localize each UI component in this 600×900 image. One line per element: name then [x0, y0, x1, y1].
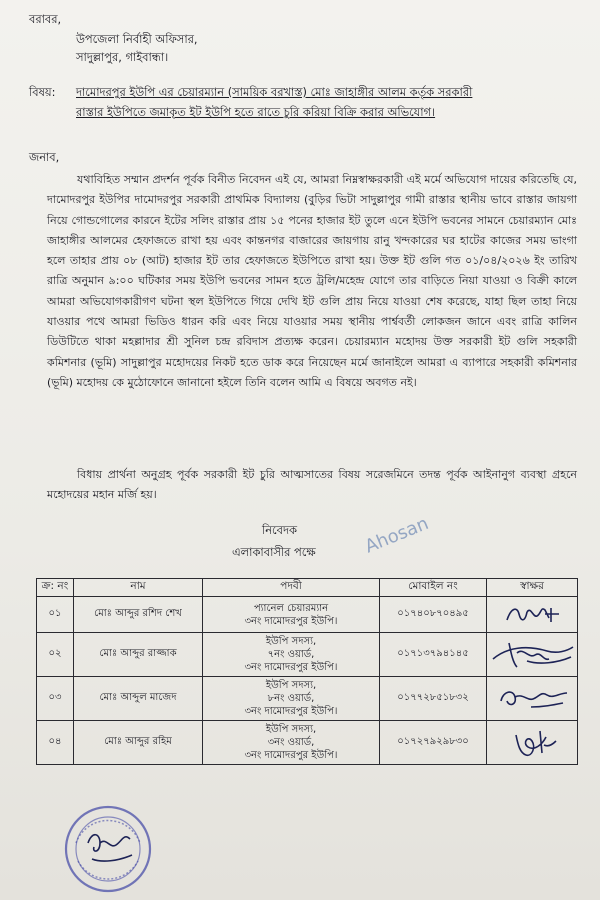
signature-4 — [487, 721, 578, 765]
row-mobile: ০১৭৪০৮৭০৪৯৫ — [380, 597, 487, 633]
recipient-title: উপজেলা নির্বাহী অফিসার, — [76, 32, 198, 46]
header-serial: ক্র: নং — [37, 579, 74, 597]
row-designation — [203, 597, 380, 633]
designation-line: ৩নং দামোদরপুর ইউপি। — [244, 615, 338, 627]
row-serial: ০৩ — [37, 677, 74, 721]
body-paragraph-1 — [47, 170, 577, 393]
header-name: নাম — [74, 579, 203, 597]
row-name: মোঃ আব্দুর রশিদ শেখ — [74, 597, 203, 633]
body-paragraph-2-text: বিধায় প্রার্থনা অনুগ্রহ পূর্বক সরকারী ইট চুরি আত্মসাতের বিষয় সরেজমিনে তদন্ত পূর্বক আইনানুগ ব্যবস্থা গ্রহনে মহোদয়ের মহান মর্জি হয়। — [47, 468, 577, 502]
designation-line: ৭নং ওয়ার্ড, — [267, 649, 315, 660]
signature-icon — [497, 600, 567, 630]
designation-line: ইউপি সদস্য, — [265, 680, 317, 691]
designation-line: ইউপি সদস্য, — [265, 636, 317, 647]
row-serial: ০১ — [37, 597, 74, 633]
signatories-table — [36, 578, 578, 765]
table-row — [37, 721, 578, 765]
row-mobile: ০১৭৭২৮৫১৮৩২ — [380, 677, 487, 721]
header-designation: পদবী — [203, 579, 380, 597]
signature-icon — [487, 681, 577, 717]
row-name: মোঃ আব্দুল মাজেদ — [74, 677, 203, 721]
designation-line: ইউপি সদস্য, — [265, 724, 317, 735]
subject-line-1: দামোদরপুর ইউপি এর চেয়ারম্যান (সাময়িক বরখাস্ত) মোঃ জাহাঙ্গীর আলম কর্তৃক সরকারী — [76, 85, 473, 99]
table-row — [37, 597, 578, 633]
signature-2 — [487, 633, 578, 677]
body-paragraph-1-text: যথাবিহিত সম্মান প্রদর্শন পূর্বক বিনীত নিবেদন এই যে, আমরা নিম্নস্বাক্ষরকারী এই মর্মে অভিযোগ দায়ের করিতেছি যে, দামোদরপুর ইউপির দামোদরপুর সরকারী প্রাথমিক বিদ্যালয় (বুড়ির ভিটা সাদুল্লাপুর গামী রাস্তার স্থানীয় ভাবে রাস্তার জায়গা নিয়ে গোন্ডগোলের কারনে ইটের সলিং রাস্তার প্রায় ১৫ পনের হাজার ইট তুলে এনে ইউপি ভবনের সামনে চেয়ারম্যান মোঃ জাহাঙ্গীর আলমের হেফাজতে রাখা হয় এবং কান্তনগর বাজারের জায়গায় রানু খন্দকারের ঘর হাটের কাজের সময় ভাংগা হলে তাহার প্রায় ০৮ (আট) হাজার ইট তার হেফাজতে ইউপিতে রাখা হয়। উক্ত ইট গুলি গত ০১/০৪/২০২৬ ইং তারিখ রাত্রি অনুমান ৯:০০ ঘটিকার সময় ইউপি ভবনের সামন হতে ট্রলি/মহেন্দ্র যোগে তার বাড়িতে নিয়া যাওয়া ও বিক্রী কালে আমরা অভিযোগকারীগণ ঘটনা স্থল ইউপিতে গিয়ে দেখি ইট গুলি প্রায় নিয়ে যাওয়া শেষ করেছে, যাহা ছিল তাহা নিয়ে যাওয়ার পথে আমরা ভিডিও ধারন করি এবং নিয়ে যাওয়ার সময় স্থানীয় পার্শ্ববর্তী লোকজন জানে এবং রাত্রি কালিন ডিউটিতে থাকা মহল্লাদার শ্রী সুনিল চন্দ্র রবিদাস প্রত্যক্ষ করেন। চেয়ারম্যান মহোদয় উক্ত সরকারী ইট গুলি সহকারী কমিশনার (ভূমি) সাদুল্লাপুর মহোদয়ের নিকট হতে ডাক করে নিয়েছেন মর্মে জানাইলে আমরা এ ব্যাপারে সহকারী কমিশনার (ভূমি) মহোদয় কে মুঠোফোনে জানানো হইলে তিনি বলেন আমি এ বিষয়ে অবগত নই। — [47, 173, 577, 389]
row-mobile: ০১৭২৭৯২৯৮৩০ — [380, 721, 487, 765]
salutation: বরাবর, — [29, 12, 62, 26]
row-name: মোঃ আব্দুর রহিম — [74, 721, 203, 765]
designation-line: ৮নং ওয়ার্ড, — [267, 693, 315, 704]
table-row — [37, 677, 578, 721]
row-serial: ০২ — [37, 633, 74, 677]
body-paragraph-2 — [47, 465, 577, 506]
row-serial: ০৪ — [37, 721, 74, 765]
designation-line: ৩নং দামোদরপুর ইউপি। — [244, 706, 338, 717]
greeting: জনাব, — [29, 150, 60, 164]
recipient-location: সাদুল্লাপুর, গাইবান্ধা। — [76, 50, 169, 64]
row-designation — [203, 633, 380, 677]
designation-line: ৩নং দামোদরপুর ইউপি। — [244, 662, 338, 673]
header-mobile: মোবাইল নং — [380, 579, 487, 597]
subject-line-2: রাস্তার ইউপিতে জমাকৃত ইট ইউপি হতে রাতে চুরি করিয়া বিক্রি করার অভিযোগ। — [76, 105, 436, 119]
official-seal — [62, 803, 154, 895]
seal-icon — [62, 803, 154, 895]
table-header-row — [37, 579, 578, 597]
subject-label: বিষয়: — [29, 85, 56, 99]
designation-line: ৩নং ওয়ার্ড, — [267, 737, 315, 748]
signature-1 — [487, 597, 578, 633]
header-signature: স্বাক্ষর — [487, 579, 578, 597]
nibedok-label: নিবেদক — [262, 523, 297, 537]
signature-icon — [502, 725, 562, 761]
row-mobile: ০১৭১৩৭৯৪১৪৫ — [380, 633, 487, 677]
signature-3 — [487, 677, 578, 721]
table-row — [37, 633, 578, 677]
row-designation — [203, 721, 380, 765]
signature-icon — [487, 637, 577, 673]
row-name: মোঃ আব্দুর রাজ্জাক — [74, 633, 203, 677]
watermark-text: Ahosan — [362, 513, 432, 558]
designation-line: প্যানেল চেয়ারম্যান — [253, 602, 329, 614]
on-behalf-label: এলাকাবাসীর পক্ষে — [232, 545, 316, 559]
designation-line: ৩নং দামোদরপুর ইউপি। — [244, 750, 338, 761]
row-designation — [203, 677, 380, 721]
